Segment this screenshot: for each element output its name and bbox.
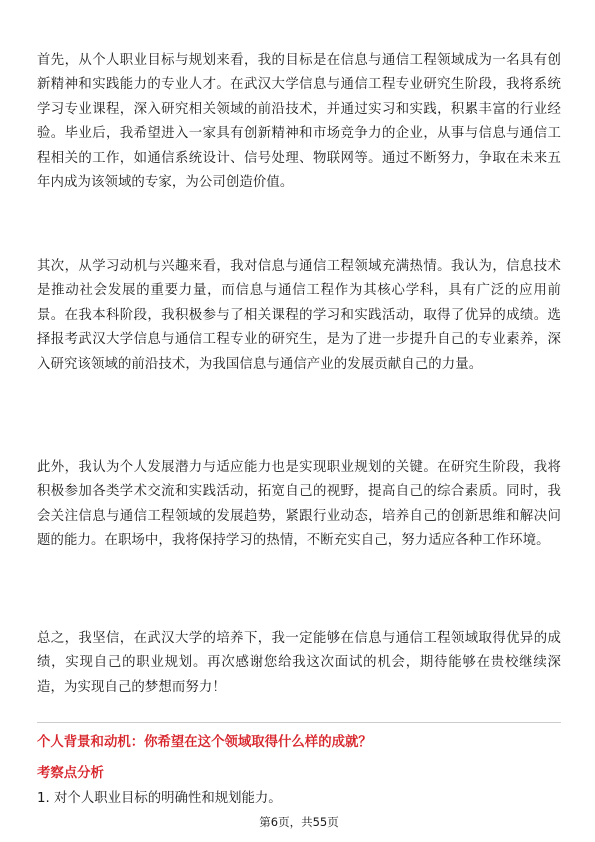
analysis-list-item: 1. 对个人职业目标的明确性和规划能力。 bbox=[37, 791, 282, 806]
page-number-footer: 第6页，共55页 bbox=[259, 815, 339, 829]
body-paragraph-potential: 此外，我认为个人发展潜力与适应能力也是实现职业规划的关键。在研究生阶段，我将积极参加各类学术交流和实践活动，拓宽自己的视野，提高自己的综合素质。同时，我会关注信息与通信工程领域的发展趋势，紧跟行业动态，培养自己的创新思维和解决问题的能力。在职场中，我将保持学习的热情，不断充实自己，努力适应各种工作环境。 bbox=[37, 460, 561, 549]
body-paragraph-conclusion: 总之，我坚信，在武汉大学的培养下，我一定能够在信息与通信工程领域取得优异的成绩，实现自己的职业规划。再次感谢您给我这次面试的机会，期待能够在贵校继续深造，为实现自己的梦想而努力！ bbox=[37, 631, 561, 695]
section-divider bbox=[37, 722, 561, 723]
question-heading: 个人背景和动机：你希望在这个领域取得什么样的成就？ bbox=[37, 735, 372, 750]
body-paragraph-motivation: 其次，从学习动机与兴趣来看，我对信息与通信工程领域充满热情。我认为，信息技术是推动社会发展的重要力量，而信息与通信工程作为其核心学科，具有广泛的应用前景。在我本科阶段，我积极参与了相关课程的学习和实践活动，取得了优异的成绩。选择报考武汉大学信息与通信工程专业的研究生，是为了进一步提升自己的专业素养，深入研究该领域的前沿技术，为我国信息与通信产业的发展贡献自己的力量。 bbox=[37, 259, 561, 372]
analysis-heading: 考察点分析 bbox=[37, 766, 104, 781]
document-page bbox=[37, 0, 561, 842]
body-paragraph-career-goals: 首先，从个人职业目标与规划来看，我的目标是在信息与通信工程领域成为一名具有创新精神和实践能力的专业人才。在武汉大学信息与通信工程专业研究生阶段，我将系统学习专业课程，深入研究相关领域的前沿技术，并通过实习和实践，积累丰富的行业经验。毕业后，我希望进入一家具有创新精神和市场竞争力的企业，从事与信息与通信工程相关的工作，如通信系统设计、信号处理、物联网等。通过不断努力，争取在未来五年内成为该领域的专家，为公司创造价值。 bbox=[37, 53, 561, 191]
